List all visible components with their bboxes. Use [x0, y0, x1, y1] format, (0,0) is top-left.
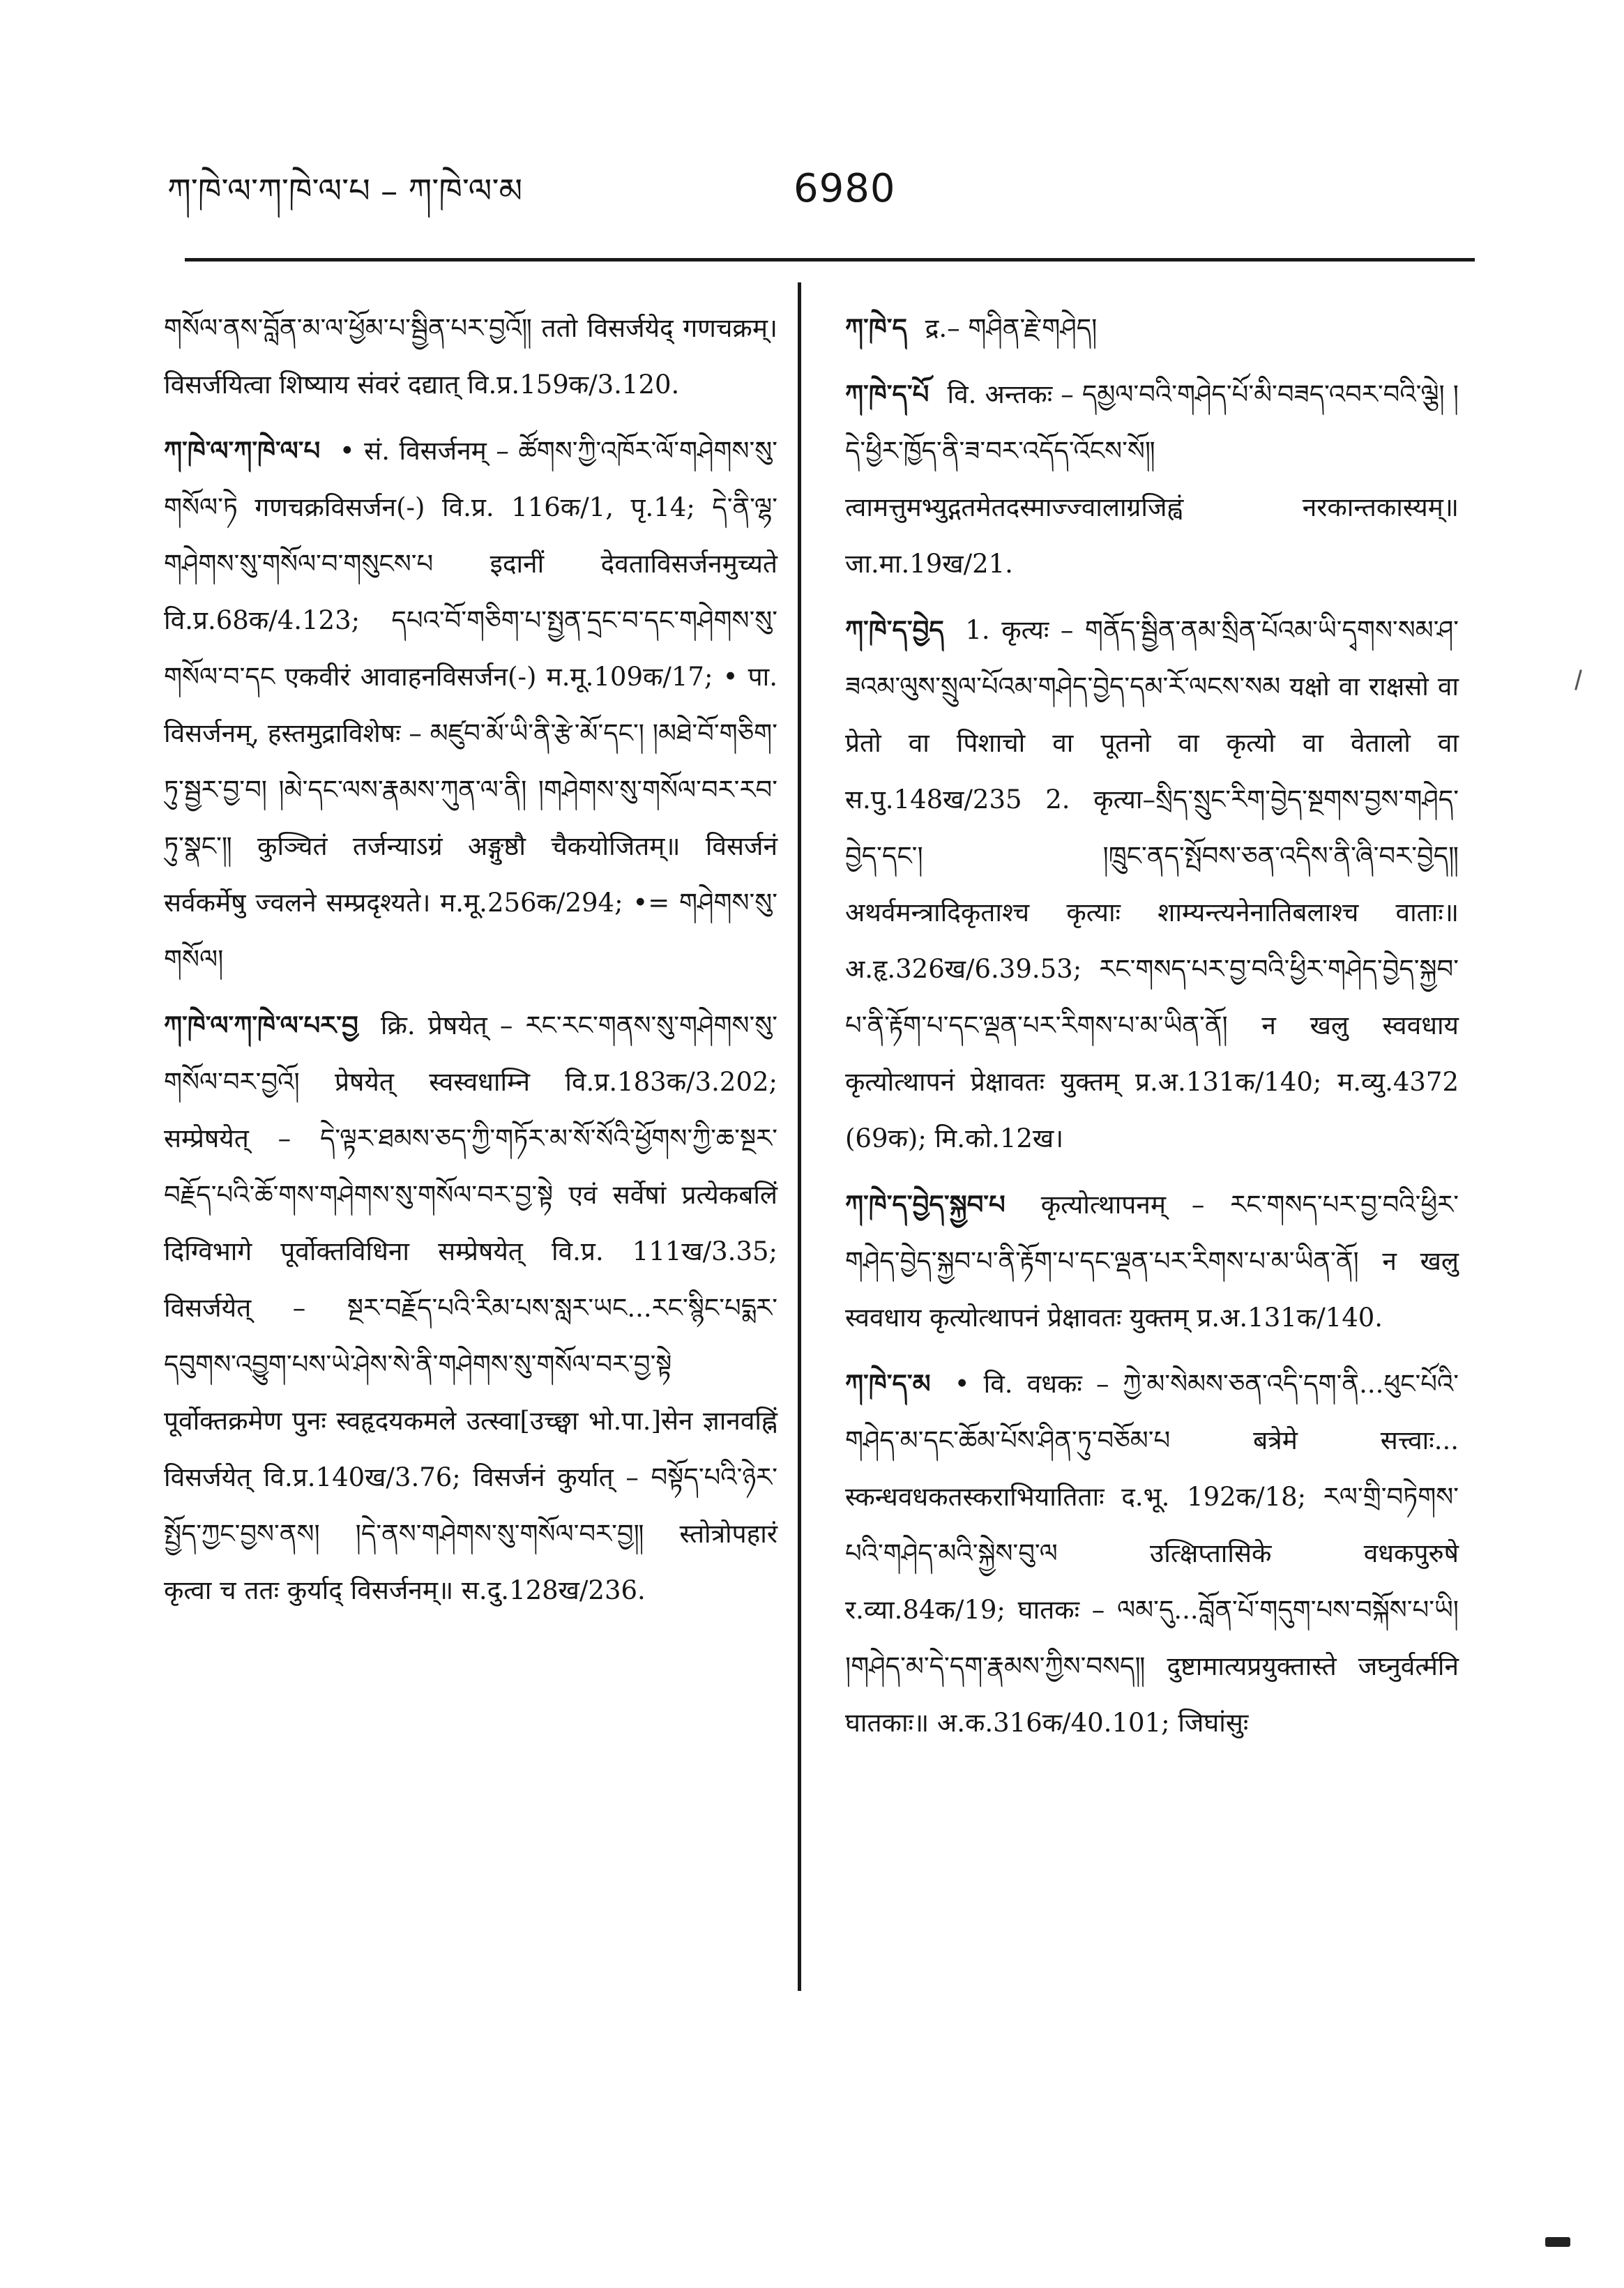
- entry-text: कृत्योत्थापनम् – རང་གསད་པར་བྱ་བའི་ཕྱིར་གཤེད་བྱེད་སྐྱབ་པ་ནི་རྟོག་པ་དང་ལྡན་པར་རིགས་པ་མ་ཡིན་ནོ། न खलु स्ववधाय कृत्योत्थापनं प्रेक्षावतः युक्तम् प्र.अ.131क/140.: [845, 1190, 1459, 1333]
- entry-headword: ཀ་ཁེ་ད་མ: [845, 1368, 931, 1399]
- column-divider: [798, 282, 801, 1991]
- dictionary-entry: [164, 997, 777, 1619]
- entry-text: क्रि. प्रेषयेत् – རང་རང་གནས་སུ་གཤེགས་སུ་གསོལ་བར་བྱའོ། प्रेषयेत् स्वस्वधाम्नि वि.प्र.183क/3.202; सम्प्रेषयेत् – དེ་ལྟར་ཐམས་ཅད་ཀྱི་གཏོར་མ་སོ་སོའི་ཕྱོགས་ཀྱི་ཆ་སྔར་བརྗོད་པའི་ཆོ་གས་གཤེགས་སུ་གསོལ་བར་བྱ་སྟེ एवं सर्वेषां प्रत्येकबलिं दिग्विभागे पूर्वोक्तविधिना सम्प्रेषयेत् वि.प्र. 111ख/3.35; विसर्जयेत् – སྔར་བརྗོད་པའི་རིམ་པས་སླར་ཡང...རང་སྙིང་པདྨར་དབུགས་འབྱུག་པས་ཡེ་ཤེས་སེ་ནི་གཤེགས་སུ་གསོལ་བར་བྱ་སྟེ पूर्वोक्तक्रमेण पुनः स्वहृदयकमले उत्स्वा[उच्छ्वा भो.पा.]सेन ज्ञानवह्निं विसर्जयेत् वि.प्र.140ख/3.76; विसर्जनं कुर्यात् – བསྟོད་པའི་ཉེར་སྤྱོད་ཀྱང་བྱས་ནས། །དེ་ནས་གཤེགས་སུ་གསོལ་བར་བྱ༎ स्तोत्रोपहारं कृत्वा च ततः कुर्याद् विसर्जनम्॥ स.दु.128ख/236.: [164, 1010, 777, 1605]
- running-head: ཀ་ཁེ་ལ་ཀ་ཁེ་ལ་པ – ཀ་ཁེ་ལ་མ: [167, 172, 523, 211]
- entry-headword: ཀ་ཁེ་ལ་ཀ་ཁེ་ལ་པ: [164, 435, 321, 466]
- entry-text: द्र.– གཤིན་རྗེ་གཤེད།: [925, 313, 1098, 343]
- left-column: [164, 300, 777, 1628]
- entry-headword: ཀ་ཁེ་ལ་ཀ་ཁེ་ལ་པར་བྱ: [164, 1010, 358, 1040]
- entry-text: वि. अन्तकः – དམྱལ་བའི་གཤེད་པོ་མི་བཟད་འབར་བའི་ལྕེ། །དེ་ཕྱིར་ཁྱོད་ནི་ཟ་བར་འདོད་འོངས་སོ༎ त्वामत्तुमभ्युद्गतमेतदस्माज्ज्वालाग्रजिह्वं नरकान्तकास्यम्॥ जा.मा.19ख/21.: [845, 379, 1459, 579]
- dictionary-entry: [845, 602, 1459, 1167]
- entry-continuation: [164, 300, 777, 413]
- entry-text: 1. कृत्यः – གནོད་སྦྱིན་ནམ་སྲིན་པོའམ་ཡི་དྭགས་སམ་ཤ་ཟའམ་ལུས་སྲུལ་པོའམ་གཤེད་བྱེད་དམ་རོ་ལངས་སམ यक्षो वा राक्षसो वा प्रेतो वा पिशाचो वा पूतनो वा कृत्यो वा वेतालो वा स.पु.148ख/235 2. कृत्या–སྲིད་སྲུང་རིག་བྱེད་སྔགས་བྱས་གཤེད་བྱེད་དང་། །ཁྲུང་ནད་སྤོབས་ཅན་འདིས་ནི་ཞི་བར་བྱེད༎ अथर्वमन्त्रादिकृताश्च कृत्याः शाम्यन्त्यनेनातिबलाश्च वाताः॥ अ.हृ.326ख/6.39.53; རང་གསད་པར་བྱ་བའི་ཕྱིར་གཤེད་བྱེད་སྐྱབ་པ་ནི་རྟོག་པ་དང་ལྡན་པར་རིགས་པ་མ་ཡིན་ནོ། न खलु स्ववधाय कृत्योत्थापनं प्रेक्षावतः युक्तम् प्र.अ.131क/140; म.व्यु.4372 (69क); मि.को.12ख।: [845, 615, 1459, 1153]
- entry-text: • सं. विसर्जनम् – ཚོགས་ཀྱི་འཁོར་ལོ་གཤེགས་སུ་གསོལ་ཏེ गणचक्रविसर्जन(-) वि.प्र. 116क/1, पृ.14; དེ་ནི་ལྷ་གཤེགས་སུ་གསོལ་བ་གསུངས་པ इदानीं देवताविसर्जनमुच्यते वि.प्र.68क/4.123; དཔའ་བོ་གཅིག་པ་སྤྱན་དྲང་བ་དང་གཤེགས་སུ་གསོལ་བ་དང एकवीरं आवाहनविसर्जन(-) म.मू.109क/17; • पा. विसर्जनम्, हस्तमुद्राविशेषः – མཛུབ་མོ་ཡི་ནི་རྩེ་མོ་དང་། །མཐེ་བོ་གཅིག་ཏུ་སྦྱར་བྱ་བ། །མེ་དང་ལས་རྣམས་ཀུན་ལ་ནི། །གཤེགས་སུ་གསོལ་བར་རབ་ཏུ་སྣང་༎ कुञ्चितं तर्जन्याऽग्रं अङ्गुष्ठौ चैकयोजितम्॥ विसर्जनं सर्वकर्मेषु ज्वलने सम्प्रदृश्यते। म.मू.256क/294; •= གཤེགས་སུ་གསོལ།: [164, 436, 777, 974]
- entry-text: གསོལ་ནས་བློན་མ་ལ་ཕྱོམ་པ་སྦྱིན་པར་བྱའོ༎ ततो विसर्जयेद् गणचक्रम्। विसर्जयित्वा शिष्याय संवरं दद्यात् वि.प्र.159क/3.120.: [164, 313, 777, 400]
- dictionary-entry: [845, 1356, 1459, 1751]
- dictionary-entry: [164, 423, 777, 987]
- dictionary-entry: [845, 366, 1459, 592]
- right-column: [845, 300, 1459, 1761]
- page-number: 6980: [794, 166, 896, 211]
- entry-text: • वि. वधकः – ཀྱེ་མ་སེམས་ཅན་འདི་དག་ནི...ཕུང་པོའི་གཤེད་མ་དང་ཆོམ་པོས་ཤིན་ཏུ་བཅོམ་པ बत्रेमे सत्त्वाः... स्कन्धवधकतस्कराभियातिताः द.भू. 192क/18; རལ་གྲི་བཏེགས་པའི་གཤེད་མའི་སྐྱེས་བུ་ལ उत्क्षिप्तासिके वधकपुरुषे र.व्या.84क/19; घातकः – ལམ་དུ...བློན་པོ་གདུག་པས་བསྐོས་པ་ཡི། །གཤེད་མ་དེ་དག་རྣམས་ཀྱིས་བསད༎ दुष्टामात्यप्रयुक्तास्ते जघ्नुर्वर्त्मनि घातकाः॥ अ.क.316क/40.101; जिघांसुः: [845, 1369, 1459, 1738]
- corner-mark: [1545, 2237, 1570, 2247]
- dictionary-entry: [845, 1176, 1459, 1346]
- margin-mark: [1574, 669, 1582, 690]
- entry-headword: ཀ་ཁེ་ད: [845, 312, 907, 343]
- entry-headword: ཀ་ཁེ་ད་བྱེད: [845, 614, 944, 645]
- page-header: [0, 105, 1624, 209]
- header-rule: [185, 258, 1475, 262]
- entry-headword: ཀ་ཁེ་ད་བྱེད་སྐྱབ་པ: [845, 1189, 1005, 1220]
- entry-headword: ཀ་ཁེ་ད་པོ: [845, 379, 929, 409]
- dictionary-entry: [845, 300, 1459, 356]
